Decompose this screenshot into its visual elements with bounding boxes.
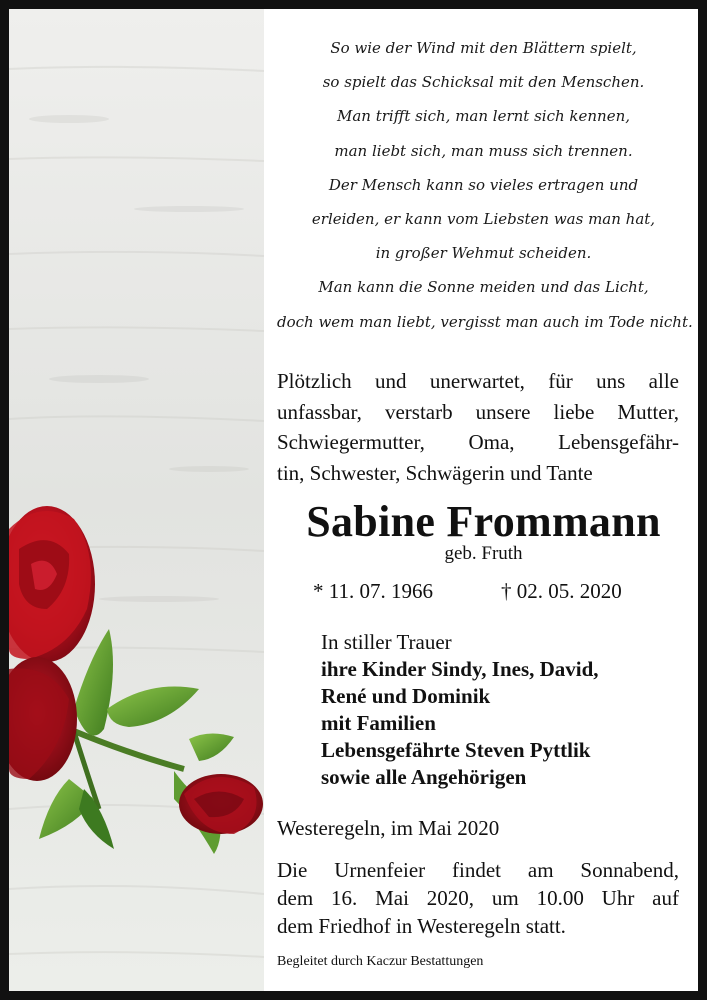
funeral-line: dem 16. Mai 2020, um 10.00 Uhr auf <box>277 886 679 910</box>
poem-line: erleiden, er kann vom Liebsten was man hat, <box>311 210 656 229</box>
funeral-info <box>277 856 679 940</box>
mourner-line: mit Familien <box>321 711 436 735</box>
mourner-line: René und Dominik <box>321 684 491 708</box>
funeral-line: dem Friedhof in Westeregeln statt. <box>277 914 566 938</box>
undertaker-credit: Begleitet durch Kaczur Bestattungen <box>277 954 484 969</box>
poem-line: doch wem man liebt, vergisst man auch im Tode nicht. <box>277 312 693 331</box>
poem-line: in großer Wehmut scheiden. <box>375 244 592 263</box>
funeral-line: Die Urnenfeier findet am Sonnabend, <box>277 858 679 882</box>
poem-line: So wie der Wind mit den Blättern spielt, <box>330 39 637 57</box>
poem-line: man liebt sich, man muss sich trennen. <box>334 141 633 160</box>
mourner-line: Lebensgefährte Steven Pyttlik <box>321 738 591 762</box>
poem <box>277 31 693 339</box>
deceased-name: Sabine Frommann <box>306 497 661 546</box>
poem-line: Man kann die Sonne meiden und das Licht, <box>318 278 649 297</box>
birth-date: * 11. 07. 1966 <box>313 579 433 603</box>
intro-line: Plötzlich und unerwartet, für uns alle <box>277 369 679 393</box>
place-date: Westeregeln, im Mai 2020 <box>277 816 500 840</box>
intro-line: tin, Schwester, Schwägerin und Tante <box>277 460 593 485</box>
poem-line: Man trifft sich, man lernt sich kennen, <box>336 107 631 126</box>
mourner-line: ihre Kinder Sindy, Ines, David, <box>321 657 599 681</box>
mourning-heading: In stiller Trauer <box>321 630 452 654</box>
death-date: † 02. 05. 2020 <box>501 579 622 603</box>
intro-line: unfassbar, verstarb unsere liebe Mutter, <box>277 399 679 424</box>
rose-photo <box>9 9 264 991</box>
mourner-line: sowie alle Angehörigen <box>321 765 527 789</box>
birth-name: geb. Fruth <box>444 543 523 564</box>
intro-text <box>277 366 679 488</box>
mourners <box>321 629 681 791</box>
rose-illustration <box>9 9 264 991</box>
poem-line: Der Mensch kann so vieles ertragen und <box>328 175 639 194</box>
poem-line: so spielt das Schicksal mit den Menschen. <box>322 73 645 92</box>
notice-text <box>277 9 693 991</box>
intro-line: Schwiegermutter, Oma, Lebensgefähr- <box>277 430 679 454</box>
